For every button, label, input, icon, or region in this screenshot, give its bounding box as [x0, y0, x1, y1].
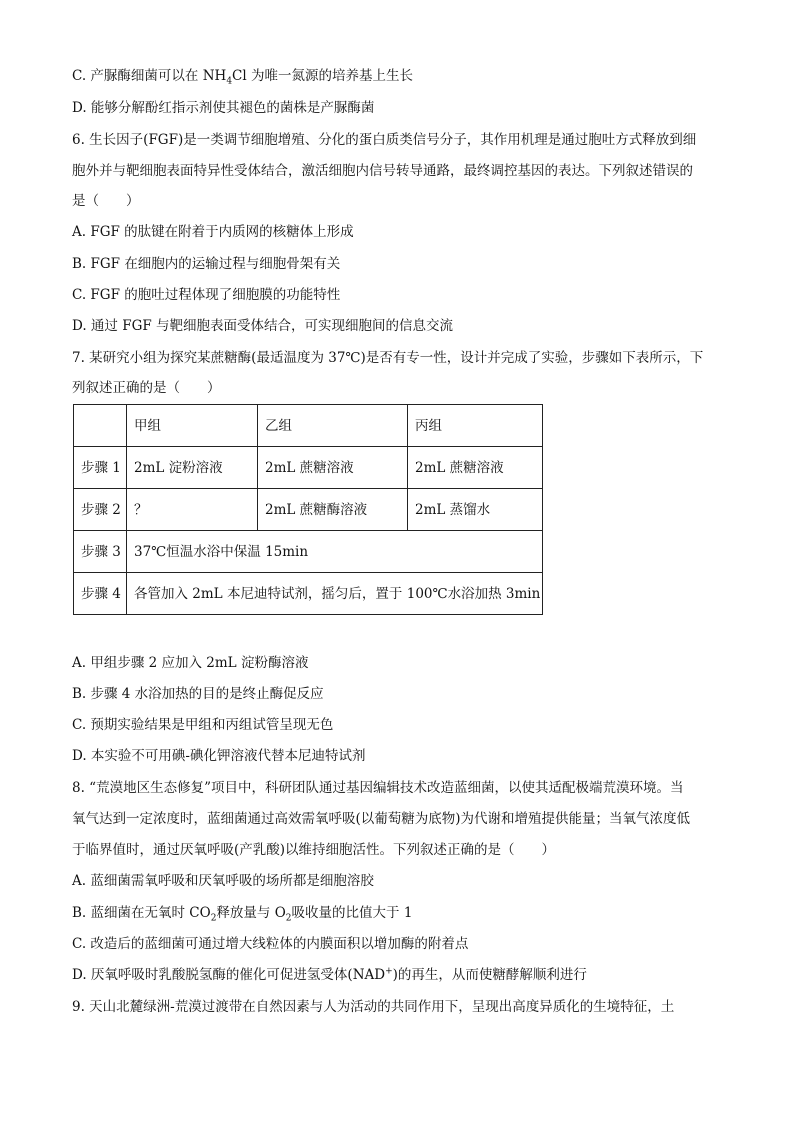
q8-option-b-text-c: 吸收量的比值大于 1 [291, 905, 413, 921]
q8-option-d [72, 965, 722, 985]
table-cell-merged: 37℃恒温水浴中保温 15min [127, 531, 543, 573]
q8-option-d-text-b: )的再生，从而使糖酵解顺利进行 [392, 967, 587, 983]
q7-stem-line-1: 7. 某研究小组为探究某蔗糖酶(最适温度为 37℃)是否有专一性，设计并完成了实验，步骤如下表所示，下 [72, 350, 704, 366]
q7-option-c: C. 预期实验结果是甲组和丙组试管呈现无色 [72, 717, 334, 733]
q6-stem-line-1: 6. 生长因子(FGF)是一类调节细胞增殖、分化的蛋白质类信号分子，其作用机理是通过胞吐方式释放到细 [72, 132, 697, 148]
q8-option-b-text-a: B. 蓝细菌在无氧时 CO [72, 905, 211, 921]
table-cell: 步骤 2 [74, 489, 127, 531]
table-cell: 丙组 [408, 405, 543, 447]
q7-option-d: D. 本实验不可用碘-碘化钾溶液代替本尼迪特试剂 [72, 748, 366, 764]
table-cell: ？ [127, 489, 258, 531]
q8-option-b-subscript-1: 2 [210, 913, 217, 924]
q8-option-b-subscript-2: 2 [285, 913, 292, 924]
q6-stem-line-2: 胞外并与靶细胞表面特异性受体结合，激活细胞内信号转导通路，最终调控基因的表达。下列叙述错误的 [72, 163, 693, 179]
q5-option-c [72, 66, 722, 86]
q8-stem-line-2: 氧气达到一定浓度时，蓝细菌通过高效需氧呼吸(以葡萄糖为底物)为代谢和增殖提供能量；当氧气浓度低 [72, 811, 691, 827]
table-cell: 2mL 蔗糖溶液 [258, 447, 408, 489]
table-cell: 步骤 1 [74, 447, 127, 489]
q5-option-d: D. 能够分解酚红指示剂使其褪色的菌株是产脲酶菌 [72, 100, 375, 116]
q8-stem-line-3: 于临界值时，通过厌氧呼吸(产乳酸)以维持细胞活性。下列叙述正确的是（ ） [72, 842, 556, 858]
q5-option-c-text-b: Cl 为唯一氮源的培养基上生长 [232, 68, 413, 84]
table-row [74, 531, 543, 573]
table-row [74, 573, 543, 615]
table-row [74, 447, 543, 489]
q6-stem-line-3: 是（ ） [72, 193, 140, 209]
q8-option-b [72, 903, 722, 923]
q6-option-b: B. FGF 在细胞内的运输过程与细胞骨架有关 [72, 256, 341, 272]
q5-option-c-subscript: 4 [226, 76, 233, 87]
table-cell: 2mL 蔗糖溶液 [408, 447, 543, 489]
q7-option-a: A. 甲组步骤 2 应加入 2mL 淀粉酶溶液 [72, 655, 309, 671]
q8-option-d-superscript: + [385, 966, 393, 977]
table-cell: 甲组 [127, 405, 258, 447]
q8-option-b-text-b: 释放量与 O [216, 905, 286, 921]
table-cell: 2mL 淀粉溶液 [127, 447, 258, 489]
table-cell: 步骤 4 [74, 573, 127, 615]
table-cell-merged: 各管加入 2mL 本尼迪特试剂，摇匀后，置于 100℃水浴加热 3min [127, 573, 543, 615]
table-row [74, 489, 543, 531]
q5-option-c-text-a: C. 产脲酶细菌可以在 NH [72, 68, 227, 84]
table-cell: 步骤 3 [74, 531, 127, 573]
q8-option-a: A. 蓝细菌需氧呼吸和厌氧呼吸的场所都是细胞溶胶 [72, 873, 374, 889]
q6-option-c: C. FGF 的胞吐过程体现了细胞膜的功能特性 [72, 287, 341, 303]
table-cell [74, 405, 127, 447]
q7-stem-line-2: 列叙述正确的是（ ） [72, 380, 221, 396]
q8-option-c: C. 改造后的蓝细菌可通过增大线粒体的内膜面积以增加酶的附着点 [72, 936, 469, 952]
q9-stem-line-1: 9. 天山北麓绿洲-荒漠过渡带在自然因素与人为活动的共同作用下，呈现出高度异质化的生境特征，土 [72, 999, 675, 1015]
q8-option-d-text-a: D. 厌氧呼吸时乳酸脱氢酶的催化可促进氢受体(NAD [72, 967, 386, 983]
table-cell: 2mL 蒸馏水 [408, 489, 543, 531]
q8-stem-line-1: 8. “荒漠地区生态修复”项目中，科研团队通过基因编辑技术改造蓝细菌，以使其适配极端荒漠环境。当 [72, 780, 684, 796]
q6-option-d: D. 通过 FGF 与靶细胞表面受体结合，可实现细胞间的信息交流 [72, 318, 454, 334]
table-header-row [74, 405, 543, 447]
q7-steps-table [73, 404, 543, 615]
table-cell: 乙组 [258, 405, 408, 447]
q6-option-a: A. FGF 的肽键在附着于内质网的核糖体上形成 [72, 224, 354, 240]
q7-option-b: B. 步骤 4 水浴加热的目的是终止酶促反应 [72, 686, 324, 702]
table-cell: 2mL 蔗糖酶溶液 [258, 489, 408, 531]
